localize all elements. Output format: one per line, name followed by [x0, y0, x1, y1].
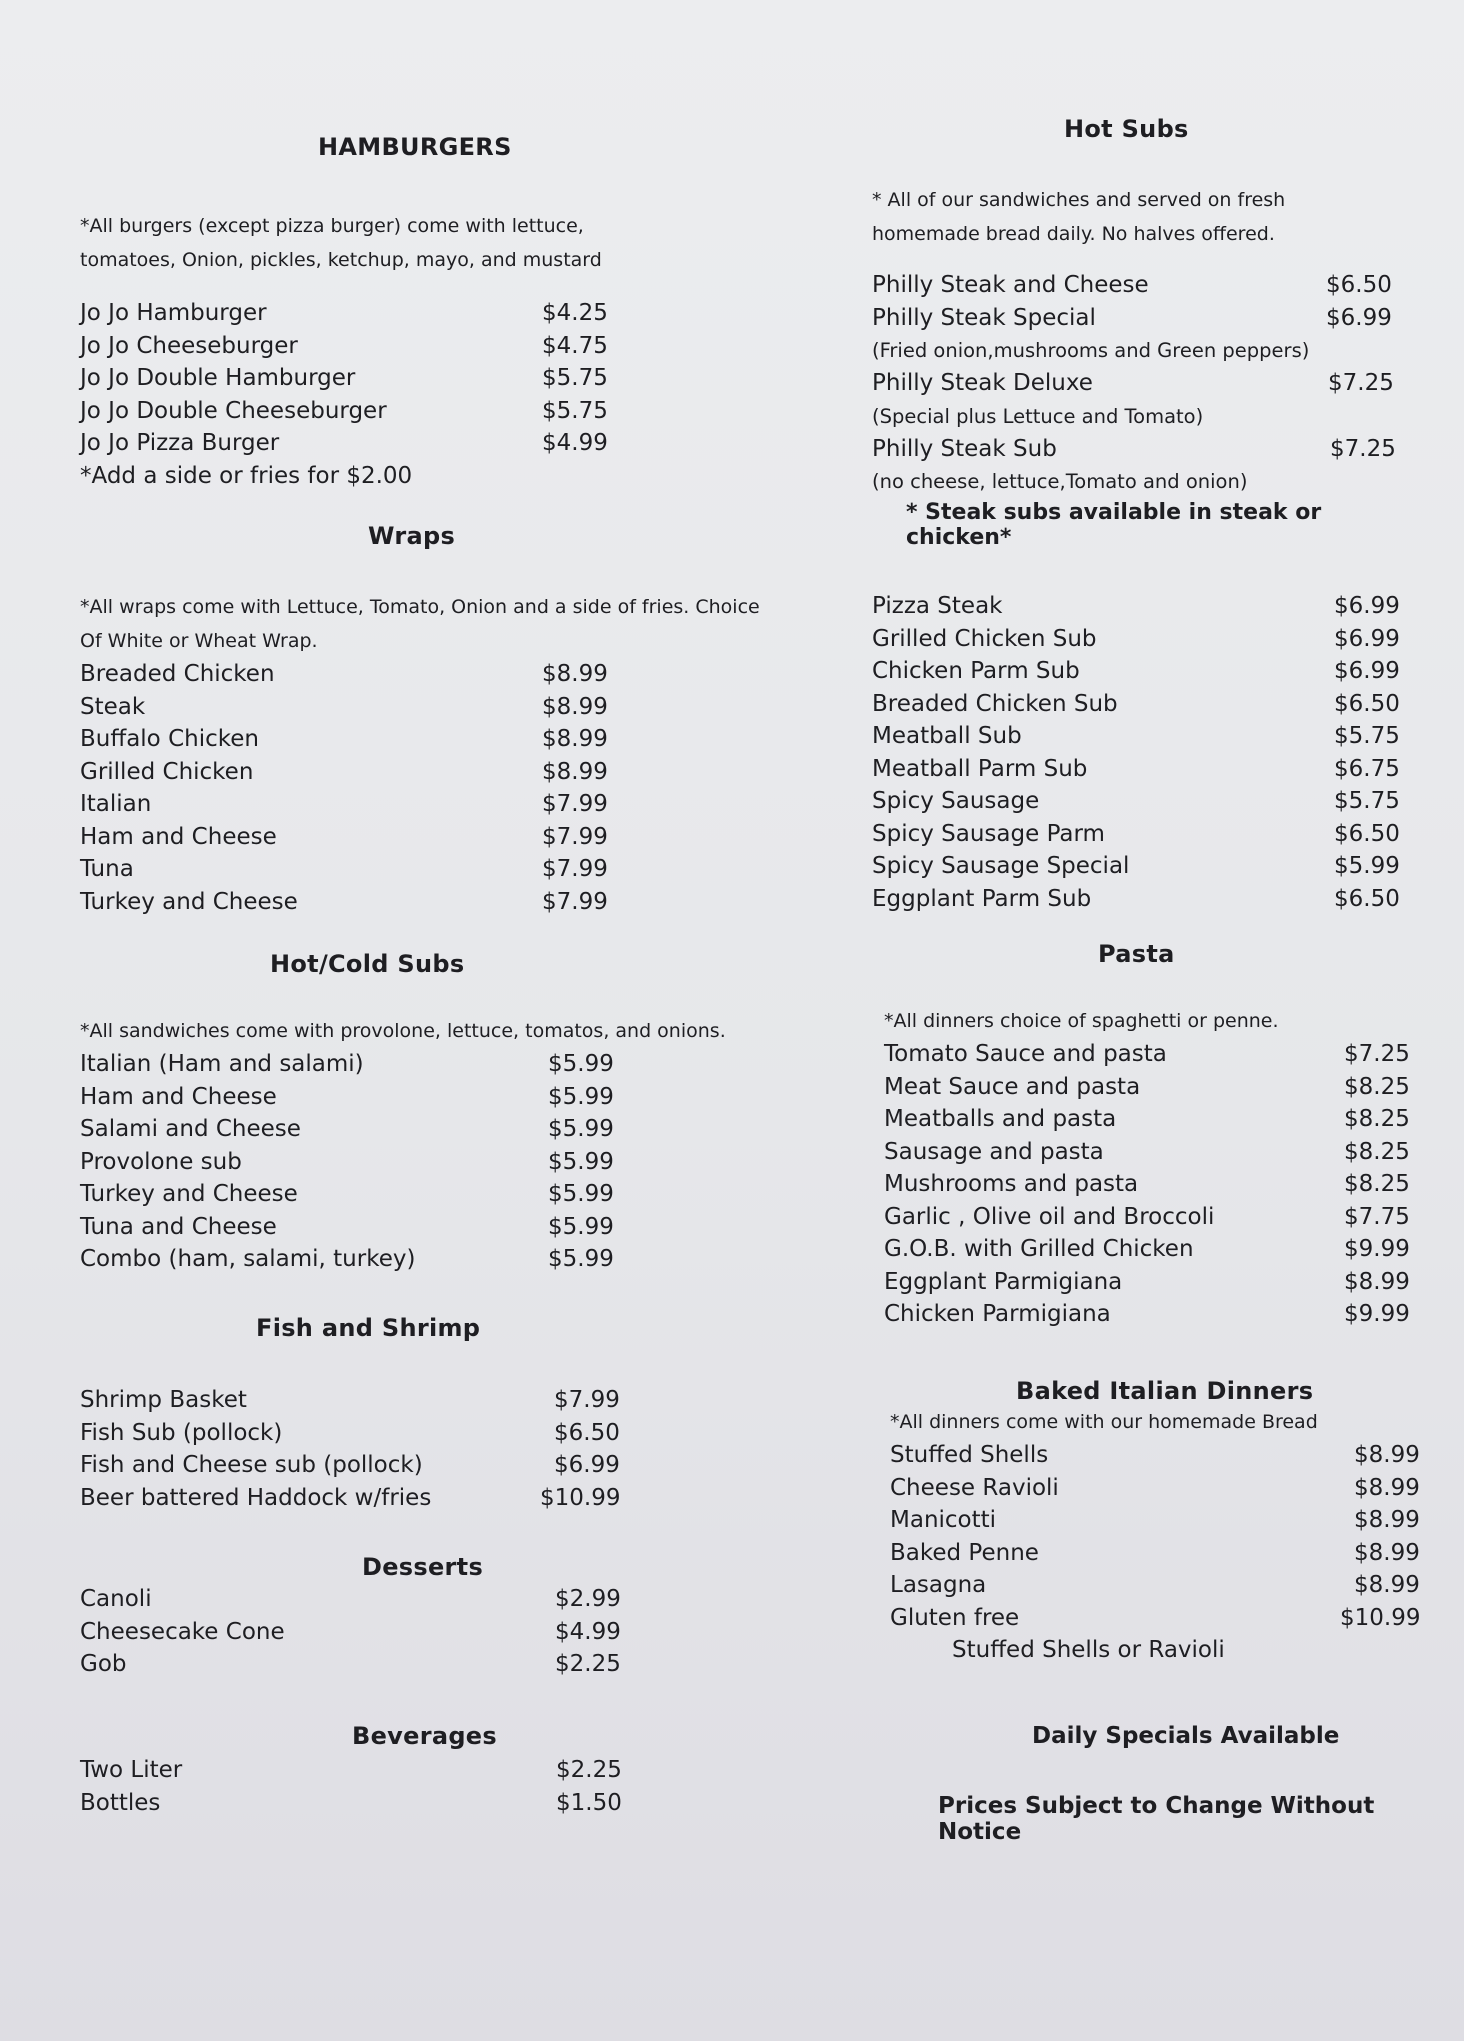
item-name: Canoli — [80, 1586, 152, 1612]
item-name: Fish and Cheese sub (pollock) — [80, 1452, 423, 1478]
menu-item — [890, 1472, 1420, 1505]
item-name: Lasagna — [890, 1572, 987, 1598]
item-price: $4.99 — [542, 430, 608, 456]
item-name: Jo Jo Cheeseburger — [80, 332, 298, 359]
menu-item — [80, 1482, 640, 1515]
item-name: Breaded Chicken — [80, 661, 275, 687]
desserts-list — [80, 1583, 640, 1681]
item-name: Grilled Chicken — [80, 758, 254, 785]
item-name: Buffalo Chicken — [80, 726, 259, 752]
item-name: Meatball Parm Sub — [872, 755, 1088, 782]
menu-item — [884, 1038, 1420, 1071]
menu-item — [80, 756, 640, 789]
fish-shrimp-list — [80, 1384, 640, 1514]
item-description: (Fried onion,mushrooms and Green peppers) — [872, 339, 1310, 362]
item-name: Philly Steak Special — [872, 304, 1096, 331]
item-name: Meatball Sub — [872, 723, 1022, 749]
item-name: Italian (Ham and salami) — [80, 1051, 364, 1077]
menu-item — [872, 753, 1420, 786]
philly-list — [872, 269, 1420, 498]
item-price: $7.25 — [1330, 435, 1396, 462]
menu-item — [80, 330, 640, 363]
item-price: $10.99 — [1340, 1604, 1421, 1631]
item-price: $5.75 — [542, 365, 608, 391]
item-name: Pizza Steak — [872, 593, 1003, 619]
item-price: $6.50 — [1334, 820, 1400, 847]
menu-item — [80, 1081, 640, 1114]
menu-item — [872, 302, 1420, 335]
hamburgers-heading: HAMBURGERS — [318, 133, 512, 161]
menu-item — [80, 1449, 640, 1482]
item-name: Baked Penne — [890, 1539, 1039, 1566]
item-price: $8.99 — [542, 661, 608, 687]
item-price: $2.25 — [555, 1651, 621, 1677]
menu-item — [80, 1178, 640, 1211]
item-price: $8.99 — [542, 726, 608, 752]
item-name: Garlic , Olive oil and Broccoli — [884, 1203, 1215, 1230]
menu-item — [80, 1616, 640, 1649]
item-name: Bottles — [80, 1789, 161, 1816]
fish-shrimp-section — [80, 1314, 640, 1514]
hot-cold-subs-heading: Hot/Cold Subs — [270, 950, 465, 978]
menu-item — [884, 1266, 1420, 1299]
item-name: Eggplant Parm Sub — [872, 885, 1092, 912]
menu-item — [872, 655, 1420, 688]
item-name: Manicotti — [890, 1507, 997, 1533]
daily-specials-note: Daily Specials Available — [1032, 1723, 1340, 1749]
item-price: $6.75 — [1334, 755, 1400, 782]
hot-subs-note: * All of our sandwiches and served on fresh homemade bread daily. No halves offered. — [872, 189, 1286, 245]
item-price: $6.99 — [1334, 658, 1400, 684]
beverages-heading: Beverages — [352, 1722, 497, 1750]
item-price: $2.99 — [555, 1586, 621, 1612]
item-name: Cheese Ravioli — [890, 1474, 1059, 1501]
item-name: Chicken Parm Sub — [872, 658, 1080, 684]
menu-item — [80, 1787, 640, 1820]
menu-item — [872, 850, 1420, 883]
menu-item — [872, 818, 1420, 851]
item-price: $8.99 — [1354, 1474, 1420, 1501]
menu-item — [80, 1754, 640, 1787]
item-name: Chicken Parmigiana — [884, 1301, 1111, 1327]
item-name: Stuffed Shells — [890, 1442, 1049, 1468]
menu-item — [872, 883, 1420, 916]
item-price: $5.99 — [548, 1051, 614, 1077]
menu-item — [872, 720, 1420, 753]
item-name: Shrimp Basket — [80, 1387, 247, 1413]
item-price: $7.99 — [542, 856, 608, 882]
item-price: $1.50 — [556, 1789, 622, 1816]
item-price: $7.25 — [1344, 1041, 1410, 1067]
wraps-heading: Wraps — [368, 522, 456, 550]
beverages-section — [80, 1722, 640, 1819]
menu-item — [80, 395, 640, 428]
hamburgers-list — [80, 297, 640, 492]
item-price: $5.99 — [548, 1181, 614, 1207]
item-name: G.O.B. with Grilled Chicken — [884, 1236, 1194, 1262]
beverages-list — [80, 1754, 640, 1819]
hamburgers-footnote: *Add a side or fries for $2.00 — [80, 462, 413, 489]
baked-dinners-list — [872, 1439, 1420, 1667]
item-name: Jo Jo Double Cheeseburger — [80, 397, 387, 424]
hot-cold-subs-section — [80, 950, 726, 1276]
item-name: Philly Steak Deluxe — [872, 370, 1093, 396]
item-name: Gluten free — [890, 1604, 1020, 1631]
menu-item — [80, 1583, 640, 1616]
item-price: $2.25 — [556, 1757, 622, 1783]
item-description: (no cheese, lettuce,Tomato and onion) — [872, 470, 1248, 493]
item-price: $4.99 — [555, 1618, 621, 1645]
wraps-list — [80, 658, 640, 918]
item-price: $5.75 — [1334, 788, 1400, 814]
hot-subs-list — [872, 590, 1420, 915]
wraps-note: *All wraps come with Lettuce, Tomato, Onion and a side of fries. Choice Of White or Wheat Wrap. — [80, 596, 760, 652]
desserts-heading: Desserts — [362, 1553, 484, 1581]
item-name: Jo Jo Pizza Burger — [80, 430, 280, 456]
item-name: Ham and Cheese — [80, 1083, 277, 1110]
menu-item — [872, 785, 1420, 818]
item-price: $7.99 — [542, 888, 608, 915]
item-name: Two Liter — [80, 1757, 183, 1783]
item-price: $6.99 — [554, 1452, 620, 1478]
item-name: Tuna and Cheese — [80, 1213, 277, 1240]
item-name: Cheesecake Cone — [80, 1618, 285, 1645]
item-price: $8.25 — [1344, 1138, 1410, 1165]
menu-item — [80, 1146, 640, 1179]
menu-item — [80, 1243, 640, 1276]
baked-dinners-section — [872, 1377, 1420, 1667]
menu-item — [80, 1048, 640, 1081]
pasta-section — [872, 940, 1420, 1331]
item-name: Tuna — [80, 856, 134, 882]
item-name: Grilled Chicken Sub — [872, 625, 1097, 652]
item-price: $8.99 — [1354, 1572, 1420, 1598]
menu-item — [80, 297, 640, 330]
menu-item — [890, 1537, 1420, 1570]
item-price: $6.50 — [554, 1419, 620, 1446]
item-price: $7.99 — [554, 1387, 620, 1413]
item-price: $5.75 — [1334, 723, 1400, 749]
steak-subs-note: * Steak subs available in steak or chicken* — [906, 500, 1322, 550]
item-name: Meatballs and pasta — [884, 1106, 1117, 1132]
item-name: Spicy Sausage Parm — [872, 820, 1105, 847]
item-price: $6.50 — [1334, 885, 1400, 912]
hamburgers-section — [80, 133, 640, 492]
item-name: Gob — [80, 1651, 127, 1677]
menu-item — [884, 1298, 1420, 1331]
menu-item — [80, 723, 640, 756]
menu-item — [80, 1648, 640, 1681]
menu-item — [884, 1233, 1420, 1266]
menu-item — [884, 1071, 1420, 1104]
item-name: Beer battered Haddock w/fries — [80, 1484, 432, 1511]
item-name: Fish Sub (pollock) — [80, 1419, 283, 1446]
item-name: Philly Steak and Cheese — [872, 272, 1149, 298]
item-price: $8.25 — [1344, 1171, 1410, 1197]
item-price: $5.99 — [548, 1083, 614, 1110]
baked-dinners-heading: Baked Italian Dinners — [1016, 1377, 1314, 1405]
hot-subs-section — [872, 115, 1420, 915]
item-price: $6.50 — [1334, 690, 1400, 717]
item-name: Mushrooms and pasta — [884, 1171, 1139, 1197]
menu-item — [890, 1504, 1420, 1537]
hot-cold-subs-list — [80, 1048, 640, 1276]
item-price: $4.25 — [542, 300, 608, 326]
item-name: Combo (ham, salami, turkey) — [80, 1246, 416, 1272]
menu-item — [884, 1103, 1420, 1136]
item-price: $7.99 — [542, 791, 608, 817]
item-price: $4.75 — [542, 332, 608, 359]
item-name: Salami and Cheese — [80, 1116, 301, 1142]
item-price: $8.99 — [542, 693, 608, 720]
item-name: Turkey and Cheese — [80, 1181, 298, 1207]
menu-item — [80, 853, 640, 886]
item-name: Jo Jo Double Hamburger — [80, 365, 356, 391]
item-name: Spicy Sausage Special — [872, 853, 1130, 879]
item-price: $8.99 — [1354, 1507, 1420, 1533]
item-name: Meat Sauce and pasta — [884, 1073, 1141, 1100]
gluten-free-note: Stuffed Shells or Ravioli — [952, 1637, 1225, 1663]
item-price: $8.25 — [1344, 1106, 1410, 1132]
prices-disclaimer: Prices Subject to Change Without Notice — [938, 1793, 1375, 1845]
menu-item — [872, 623, 1420, 656]
menu-item — [80, 788, 640, 821]
item-price: $7.99 — [542, 823, 608, 850]
menu-item — [872, 433, 1420, 466]
item-name: Spicy Sausage — [872, 788, 1040, 814]
menu-item — [80, 658, 640, 691]
item-price: $5.99 — [548, 1148, 614, 1175]
item-name: Breaded Chicken Sub — [872, 690, 1118, 717]
item-price: $6.99 — [1334, 593, 1400, 619]
item-price: $9.99 — [1344, 1236, 1410, 1262]
item-price: $8.25 — [1344, 1073, 1410, 1100]
menu-item — [80, 1113, 640, 1146]
menu-item — [80, 427, 640, 460]
item-name: Jo Jo Hamburger — [80, 300, 267, 326]
item-description: (Special plus Lettuce and Tomato) — [872, 404, 1204, 428]
item-name: Steak — [80, 693, 146, 720]
menu-item — [80, 1384, 640, 1417]
menu-item — [80, 362, 640, 395]
baked-dinners-note: *All dinners come with our homemade Bread — [890, 1411, 1318, 1433]
desserts-section — [80, 1553, 640, 1681]
item-price: $5.75 — [542, 397, 608, 424]
item-price: $5.99 — [1334, 853, 1400, 879]
menu-item — [872, 269, 1420, 302]
hot-subs-heading: Hot Subs — [1064, 115, 1189, 143]
menu-item — [872, 590, 1420, 623]
menu-item — [884, 1136, 1420, 1169]
menu-item — [80, 821, 640, 854]
item-price: $6.99 — [1326, 304, 1392, 331]
hot-cold-subs-note: *All sandwiches come with provolone, lettuce, tomatos, and onions. — [80, 1020, 726, 1042]
item-name: Tomato Sauce and pasta — [884, 1041, 1167, 1067]
item-name: Philly Steak Sub — [872, 435, 1057, 462]
menu-item — [890, 1602, 1420, 1635]
menu-item — [80, 691, 640, 724]
menu-item — [890, 1439, 1420, 1472]
menu-item — [80, 1211, 640, 1244]
pasta-note: *All dinners choice of spaghetti or penne. — [884, 1010, 1279, 1032]
item-price: $9.99 — [1344, 1301, 1410, 1327]
item-price: $10.99 — [540, 1484, 621, 1511]
menu-item — [80, 886, 640, 919]
menu-item — [884, 1168, 1420, 1201]
item-name: Italian — [80, 791, 152, 817]
pasta-list — [872, 1038, 1420, 1331]
hamburgers-note: *All burgers (except pizza burger) come with lettuce, tomatoes, Onion, pickles, ketchup, mayo, and mustard — [80, 215, 602, 271]
item-price: $5.99 — [548, 1213, 614, 1240]
item-name: Ham and Cheese — [80, 823, 277, 850]
item-price: $6.50 — [1326, 272, 1392, 298]
item-name: Provolone sub — [80, 1148, 242, 1175]
item-price: $8.99 — [1354, 1539, 1420, 1566]
menu-item — [884, 1201, 1420, 1234]
item-name: Eggplant Parmigiana — [884, 1268, 1123, 1295]
menu-item — [872, 367, 1420, 400]
fish-shrimp-heading: Fish and Shrimp — [256, 1314, 481, 1342]
item-name: Sausage and pasta — [884, 1138, 1104, 1165]
menu-item — [80, 1417, 640, 1450]
menu-item — [872, 688, 1420, 721]
item-price: $5.99 — [548, 1246, 614, 1272]
item-price: $8.99 — [1344, 1268, 1410, 1295]
menu-item — [890, 1569, 1420, 1602]
pasta-heading: Pasta — [1098, 940, 1175, 968]
item-price: $8.99 — [542, 758, 608, 785]
item-price: $7.75 — [1344, 1203, 1410, 1230]
item-price: $5.99 — [548, 1116, 614, 1142]
item-price: $7.25 — [1328, 370, 1394, 396]
wraps-section — [80, 522, 760, 918]
item-name: Turkey and Cheese — [80, 888, 298, 915]
item-price: $8.99 — [1354, 1442, 1420, 1468]
item-price: $6.99 — [1334, 625, 1400, 652]
